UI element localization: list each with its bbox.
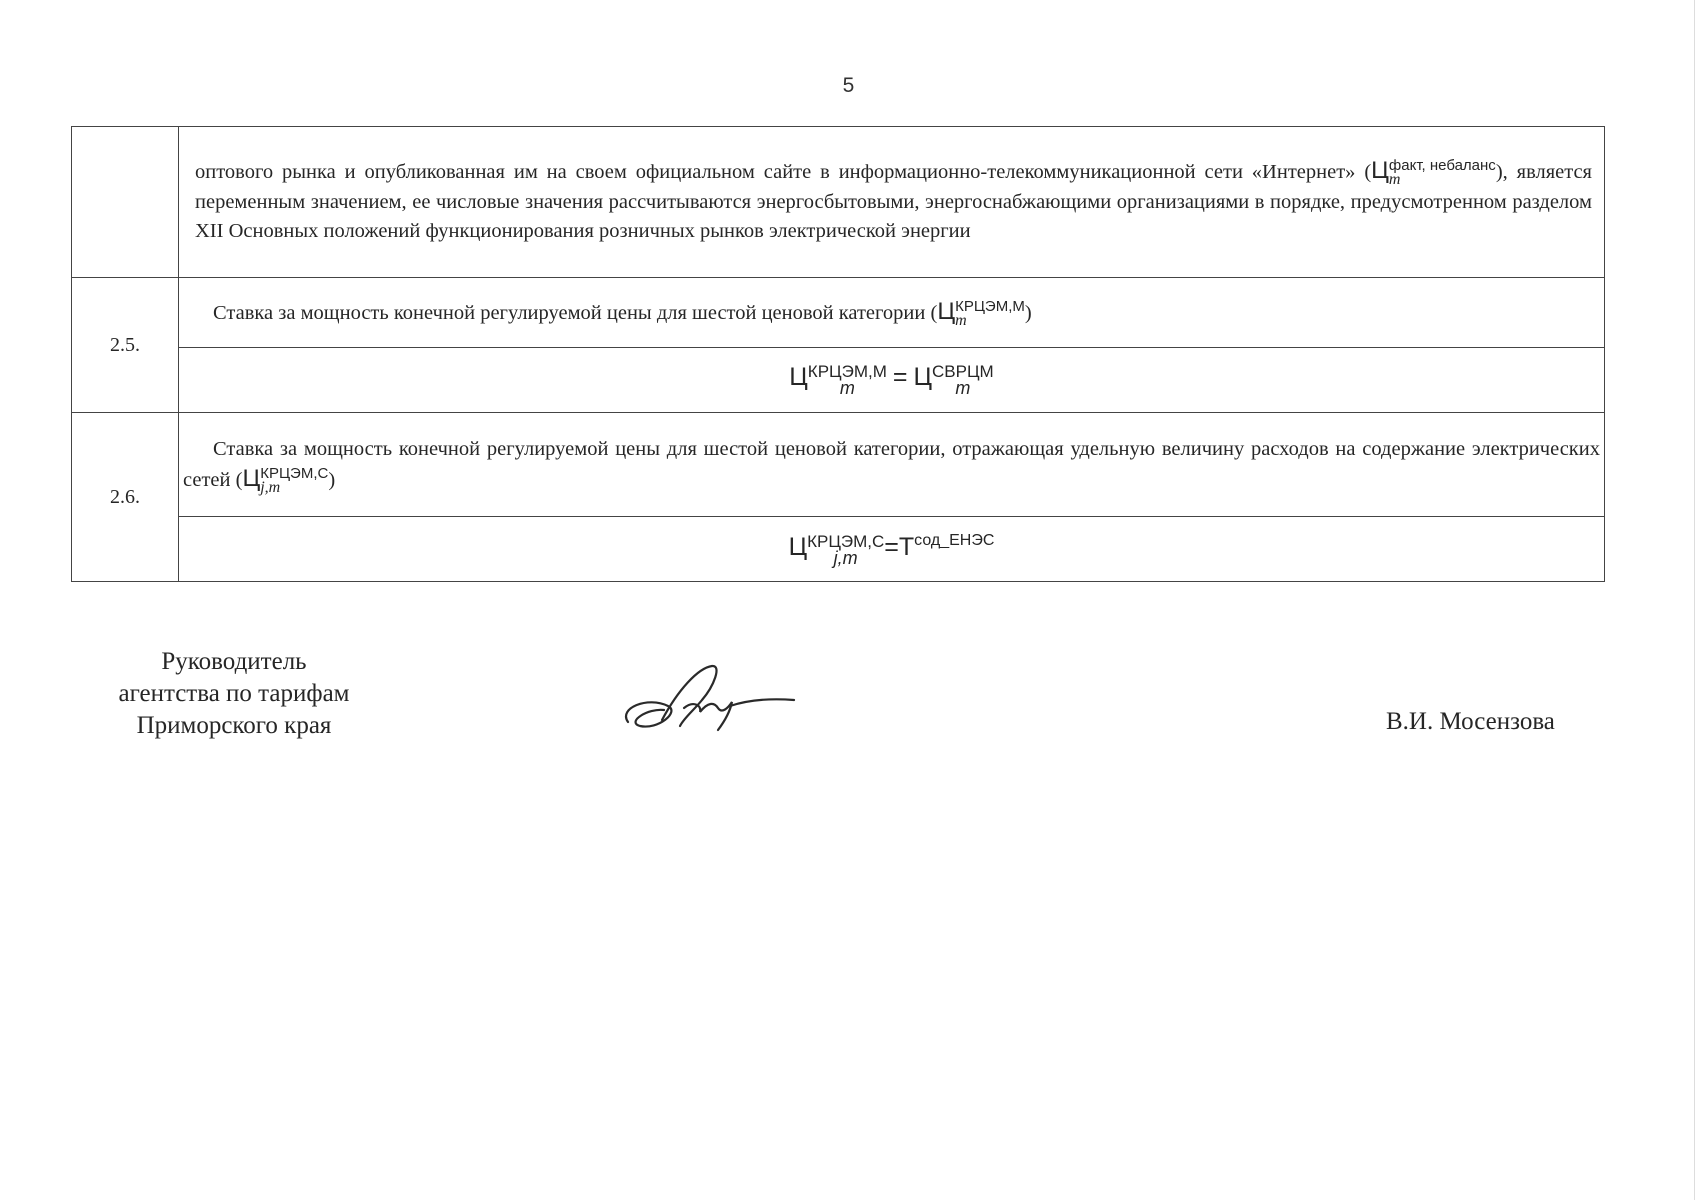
table-row [72,278,1605,348]
subscript: m [1388,171,1401,188]
row-number-cell [72,127,179,278]
row-heading-2-6: Ставка за мощность конечной регулируемой цены для шестой ценовой категории, отражающая удельную величину расходов на содержание электрических сетей (Ц КРЦЭМ,С j,m ) [179,413,1605,517]
superscript: КРЦЭМ,С [260,465,329,482]
formula-2-6: Ц КРЦЭМ,С j,m $=Т^{сод\_ЕНЭС}$ [179,517,1605,582]
scan-edge-line [1694,0,1695,1200]
formula-2-5: Ц КРЦЭМ,М m = Ц СВРЦМ m [179,348,1605,413]
table-row [72,348,1605,413]
table-row [72,413,1605,517]
superscript: факт, небаланс [1388,157,1496,174]
subscript: j,m [260,479,281,496]
price-symbol: Ц [1371,157,1389,184]
table-cell-continuation: оптового рынка и опубликованная им на своем официальном сайте в информационно-телекоммуникационной сети «Интернет» (Ц факт, небаланс m ), является переменным значением, ее числовые значения рассчитываются энергосбытовыми, энергоснабжающими организациями в порядке, предусмотренном разделом XII Основных положений функционирования розничных рынков электрической энергии [179,127,1605,278]
superscript: КРЦЭМ,М [955,297,1025,315]
page-number: 5 [842,74,855,97]
row-number-2-5: 2.5. [72,278,179,413]
signer-position: Руководитель агентства по тарифам Приморского края [118,648,350,739]
row-heading-2-5: Ставка за мощность конечной регулируемой цены для шестой ценовой категории (Ц КРЦЭМ,М m ) [179,278,1605,348]
table-row [72,517,1605,582]
signature-block [0,646,1697,766]
equals-sign: = [892,363,908,391]
price-symbol: Ц [242,465,261,492]
tariff-table [71,126,1605,582]
row-number-2-6: 2.6. [72,413,179,582]
price-symbol: Ц [937,297,956,325]
subscript: m [955,311,967,329]
signer-name: В.И. Мосензова [1386,708,1555,735]
handwritten-signature-icon [618,660,798,740]
table-row [72,127,1605,278]
equals-sign: = [884,532,899,561]
